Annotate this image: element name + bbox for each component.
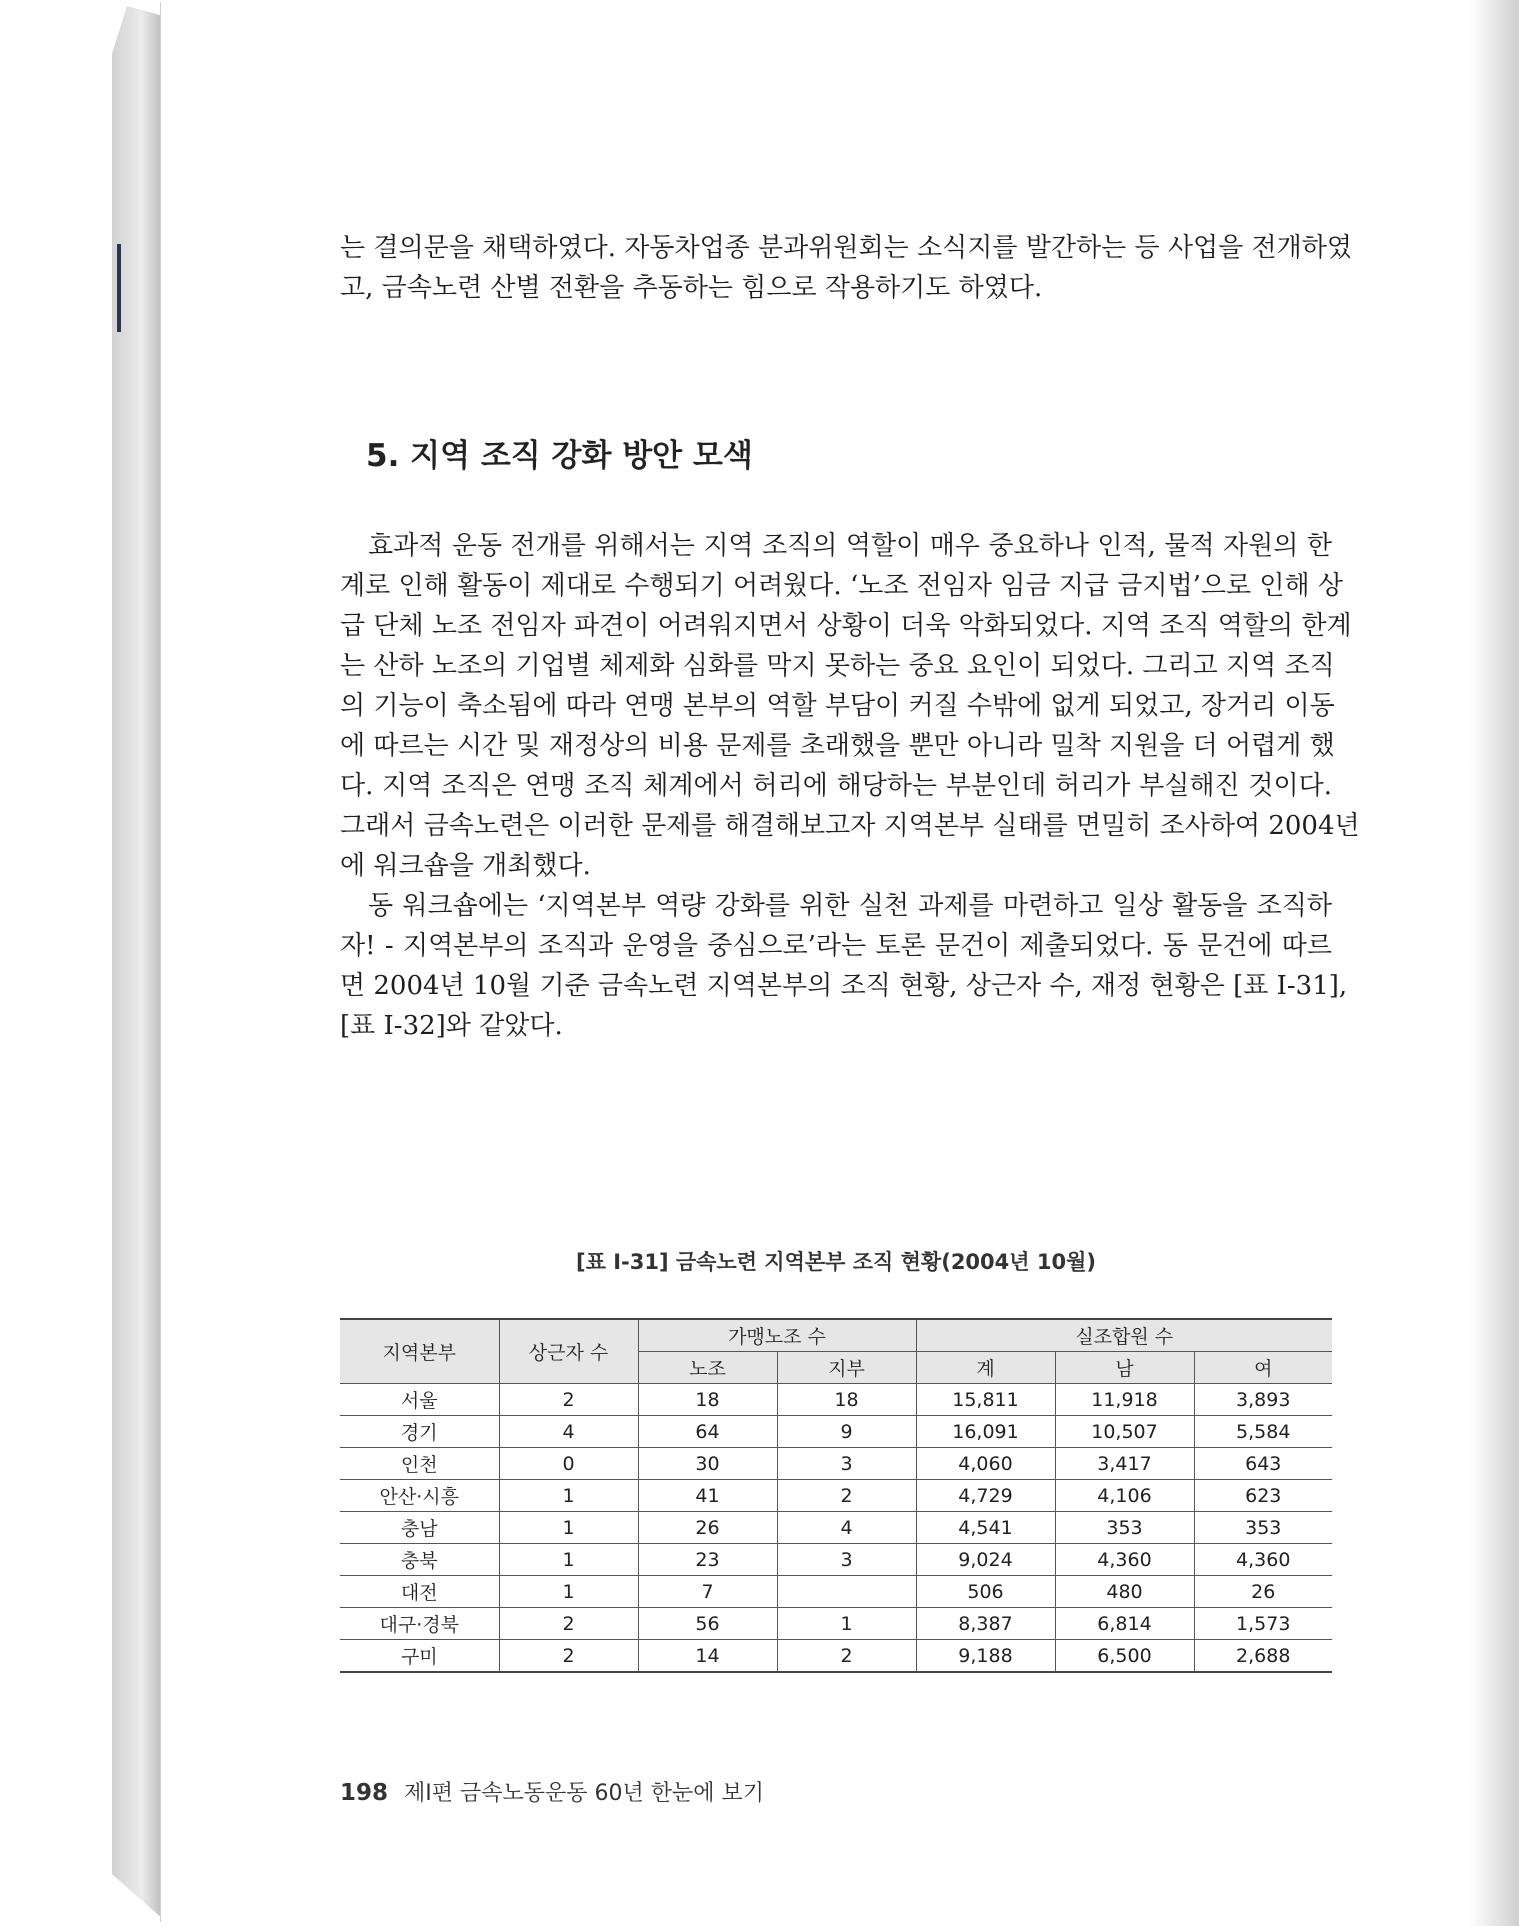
header-affiliated-unions: 가맹노조 수 bbox=[638, 1319, 916, 1352]
table-header-row bbox=[340, 1319, 1332, 1352]
table-cell: 3,417 bbox=[1055, 1448, 1194, 1480]
table-cell: 16,091 bbox=[916, 1416, 1055, 1448]
table-cell: 11,918 bbox=[1055, 1384, 1194, 1416]
table-cell: 353 bbox=[1194, 1512, 1332, 1544]
table-cell: 3,893 bbox=[1194, 1384, 1332, 1416]
table-cell: 1 bbox=[777, 1608, 916, 1640]
table-cell: 3 bbox=[777, 1544, 916, 1576]
table-cell: 5,584 bbox=[1194, 1416, 1332, 1448]
intro-paragraph bbox=[340, 228, 1352, 308]
table-cell: 대전 bbox=[340, 1576, 499, 1608]
page-shadow bbox=[1469, 0, 1519, 1926]
table-cell: 14 bbox=[638, 1640, 777, 1673]
header-members: 실조합원 수 bbox=[916, 1319, 1332, 1352]
table-cell: 4,541 bbox=[916, 1512, 1055, 1544]
table-cell: 41 bbox=[638, 1480, 777, 1512]
table-cell: 경기 bbox=[340, 1416, 499, 1448]
table-cell: 2 bbox=[499, 1608, 638, 1640]
table-cell: 18 bbox=[638, 1384, 777, 1416]
table-cell: 4 bbox=[777, 1512, 916, 1544]
table-cell: 2 bbox=[499, 1640, 638, 1673]
table-cell: 1 bbox=[499, 1512, 638, 1544]
text-line: 면 2004년 10월 기준 금속노련 지역본부의 조직 현황, 상근자 수, 재정 현황은 [표 Ⅰ-31], bbox=[340, 971, 1348, 1001]
table-cell bbox=[777, 1576, 916, 1608]
table-row bbox=[340, 1640, 1332, 1673]
table-cell: 6,814 bbox=[1055, 1608, 1194, 1640]
table-cell: 56 bbox=[638, 1608, 777, 1640]
table-row bbox=[340, 1576, 1332, 1608]
text-line: 의 기능이 축소됨에 따라 연맹 본부의 역할 부담이 커질 수밖에 없게 되었고, 장거리 이동 bbox=[340, 691, 1335, 721]
header-female: 여 bbox=[1194, 1352, 1332, 1384]
table-cell: 충북 bbox=[340, 1544, 499, 1576]
table-cell: 구미 bbox=[340, 1640, 499, 1673]
table-row bbox=[340, 1416, 1332, 1448]
text-line: 동 워크숍에는 ‘지역본부 역량 강화를 위한 실천 과제를 마련하고 일상 활동을 조직하 bbox=[368, 891, 1332, 921]
table-cell: 643 bbox=[1194, 1448, 1332, 1480]
table-cell: 23 bbox=[638, 1544, 777, 1576]
text-line: 고, 금속노련 산별 전환을 추동하는 힘으로 작용하기도 하였다. bbox=[340, 273, 1043, 303]
table-cell: 506 bbox=[916, 1576, 1055, 1608]
section-title: 5. 지역 조직 강화 방안 모색 bbox=[366, 438, 753, 474]
table-cell: 4 bbox=[499, 1416, 638, 1448]
table-cell: 4,360 bbox=[1194, 1544, 1332, 1576]
table-cell: 1,573 bbox=[1194, 1608, 1332, 1640]
table-row bbox=[340, 1544, 1332, 1576]
header-staff: 상근자 수 bbox=[499, 1319, 638, 1384]
table-cell: 4,360 bbox=[1055, 1544, 1194, 1576]
table-cell: 1 bbox=[499, 1544, 638, 1576]
table-cell: 인천 bbox=[340, 1448, 499, 1480]
table-caption: [표 Ⅰ-31] 금속노련 지역본부 조직 현황(2004년 10월) bbox=[576, 1250, 1096, 1274]
table-cell: 대구·경북 bbox=[340, 1608, 499, 1640]
spine-mark bbox=[117, 244, 121, 332]
body-paragraph bbox=[340, 526, 1360, 1046]
table-cell: 충남 bbox=[340, 1512, 499, 1544]
region-org-table bbox=[340, 1318, 1332, 1673]
running-title: 제Ⅰ편 금속노동운동 60년 한눈에 보기 bbox=[404, 1781, 764, 1806]
text-line: 에 워크숍을 개최했다. bbox=[340, 851, 591, 881]
text-line: 효과적 운동 전개를 위해서는 지역 조직의 역할이 매우 중요하나 인적, 물적 자원의 한 bbox=[368, 531, 1332, 561]
table-row bbox=[340, 1608, 1332, 1640]
table-cell: 26 bbox=[1194, 1576, 1332, 1608]
table-cell: 4,729 bbox=[916, 1480, 1055, 1512]
table-cell: 26 bbox=[638, 1512, 777, 1544]
text-line: 다. 지역 조직은 연맹 조직 체계에서 허리에 해당하는 부분인데 허리가 부실해진 것이다. bbox=[340, 771, 1332, 801]
table-cell: 30 bbox=[638, 1448, 777, 1480]
header-unions: 노조 bbox=[638, 1352, 777, 1384]
table-cell: 9 bbox=[777, 1416, 916, 1448]
table-row bbox=[340, 1512, 1332, 1544]
table-cell: 2 bbox=[777, 1640, 916, 1673]
text-line: 그래서 금속노련은 이러한 문제를 해결해보고자 지역본부 실태를 면밀히 조사하여 2004년 bbox=[340, 811, 1360, 841]
table-cell: 2 bbox=[499, 1384, 638, 1416]
table-cell: 480 bbox=[1055, 1576, 1194, 1608]
table-cell: 1 bbox=[499, 1480, 638, 1512]
header-total: 계 bbox=[916, 1352, 1055, 1384]
table-cell: 4,060 bbox=[916, 1448, 1055, 1480]
table-cell: 623 bbox=[1194, 1480, 1332, 1512]
header-male: 남 bbox=[1055, 1352, 1194, 1384]
text-line: [표 Ⅰ-32]와 같았다. bbox=[340, 1011, 563, 1041]
table-cell: 18 bbox=[777, 1384, 916, 1416]
table-cell: 64 bbox=[638, 1416, 777, 1448]
text-line: 계로 인해 활동이 제대로 수행되기 어려웠다. ‘노조 전임자 임금 지급 금지법’으로 인해 상 bbox=[340, 571, 1344, 601]
table-cell: 7 bbox=[638, 1576, 777, 1608]
page-number: 198 bbox=[340, 1780, 389, 1806]
table-row bbox=[340, 1384, 1332, 1416]
table-cell: 2,688 bbox=[1194, 1640, 1332, 1673]
table-cell: 4,106 bbox=[1055, 1480, 1194, 1512]
table-cell: 9,188 bbox=[916, 1640, 1055, 1673]
table-cell: 3 bbox=[777, 1448, 916, 1480]
table-cell: 8,387 bbox=[916, 1608, 1055, 1640]
table-cell: 서울 bbox=[340, 1384, 499, 1416]
table-cell: 353 bbox=[1055, 1512, 1194, 1544]
table-cell: 2 bbox=[777, 1480, 916, 1512]
table-cell: 6,500 bbox=[1055, 1640, 1194, 1673]
header-region: 지역본부 bbox=[340, 1319, 499, 1384]
page-footer bbox=[340, 1776, 764, 1807]
table-cell: 15,811 bbox=[916, 1384, 1055, 1416]
table-cell: 0 bbox=[499, 1448, 638, 1480]
table-row bbox=[340, 1480, 1332, 1512]
table-cell: 1 bbox=[499, 1576, 638, 1608]
text-line: 는 산하 노조의 기업별 체제화 심화를 막지 못하는 중요 요인이 되었다. 그리고 지역 조직 bbox=[340, 651, 1335, 681]
text-line: 에 따르는 시간 및 재정상의 비용 문제를 초래했을 뿐만 아니라 밀착 지원을 더 어렵게 했 bbox=[340, 731, 1335, 761]
table-cell: 10,507 bbox=[1055, 1416, 1194, 1448]
table-body bbox=[340, 1384, 1332, 1673]
table-cell: 안산·시흥 bbox=[340, 1480, 499, 1512]
text-line: 자! - 지역본부의 조직과 운영을 중심으로’라는 토론 문건이 제출되었다. 동 문건에 따르 bbox=[340, 931, 1332, 961]
table-row bbox=[340, 1448, 1332, 1480]
text-line: 는 결의문을 채택하였다. 자동차업종 분과위원회는 소식지를 발간하는 등 사업을 전개하였 bbox=[340, 233, 1352, 263]
table-cell: 9,024 bbox=[916, 1544, 1055, 1576]
header-branches: 지부 bbox=[777, 1352, 916, 1384]
text-line: 급 단체 노조 전임자 파견이 어려워지면서 상황이 더욱 악화되었다. 지역 조직 역할의 한계 bbox=[340, 611, 1352, 641]
